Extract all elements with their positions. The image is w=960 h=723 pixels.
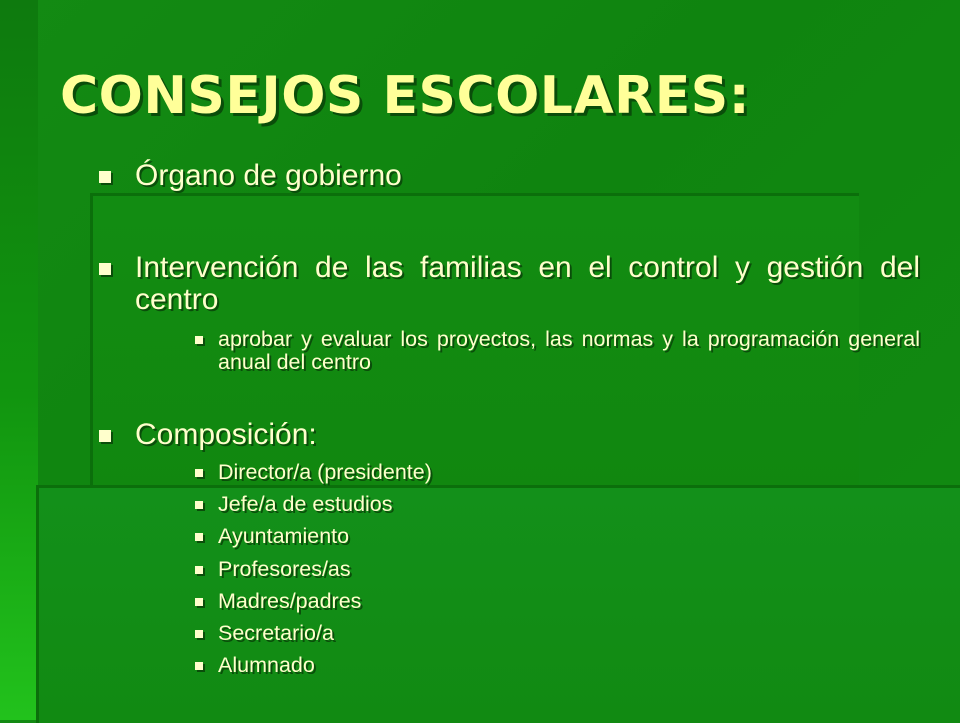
square-bullet-icon [195,469,203,477]
sub-bullet-director [218,461,432,484]
bullet-text: Alumnado [218,653,315,677]
bullet-text: Ayuntamiento [218,524,350,548]
bullet-text: Composición: [135,418,317,451]
square-bullet-icon [195,630,203,638]
bullet-text: Director/a (presidente) [218,460,432,484]
sub-bullet-secretario [218,622,334,645]
bullet-text: Profesores/as [218,557,351,581]
bullet-text: Jefe/a de estudios [218,492,393,516]
sub-bullet-profesores [218,558,351,581]
slide-title: CONSEJOS ESCOLARES: [60,66,750,126]
bullet-composicion [135,419,317,451]
sub-bullet-ayuntamiento [218,525,349,548]
square-bullet-icon [195,501,203,509]
sub-bullet-jefe [218,493,393,516]
background-panel-lower [36,485,960,723]
background-edge [0,0,38,720]
bullet-text: Madres/padres [218,589,362,613]
bullet-text: aprobar y evaluar los proyectos, las normas y la programación general anual del centro [218,327,920,374]
bullet-intervencion [135,252,920,316]
square-bullet-icon [195,662,203,670]
square-bullet-icon [195,566,203,574]
square-bullet-icon [99,430,111,442]
sub-bullet-madres [218,590,361,613]
square-bullet-icon [195,598,203,606]
square-bullet-icon [195,533,203,541]
sub-bullet-alumnado [218,654,315,677]
square-bullet-icon [195,336,203,344]
square-bullet-icon [99,171,111,183]
bullet-organo [135,160,402,192]
square-bullet-icon [99,263,111,275]
bullet-text: Secretario/a [218,621,334,645]
sub-bullet-aprobar [218,328,920,374]
bullet-text: Órgano de gobierno [135,159,402,192]
bullet-text: Intervención de las familias en el control y gestión del centro [135,251,920,316]
